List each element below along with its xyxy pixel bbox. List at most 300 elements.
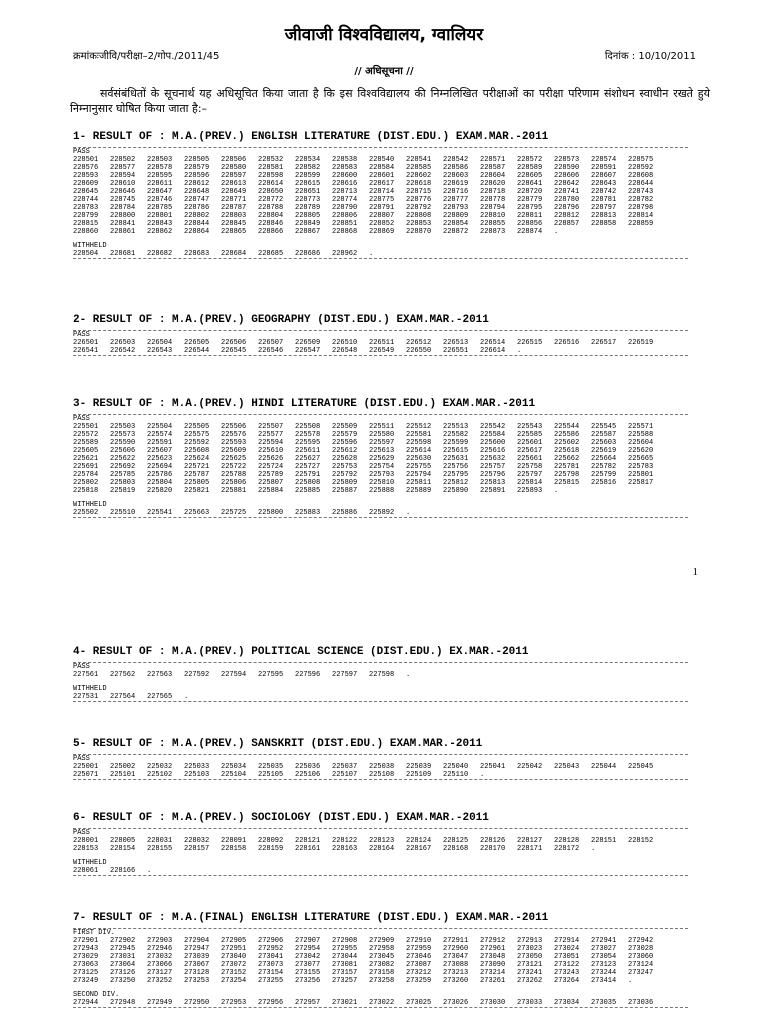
roll-number: 228592 xyxy=(628,164,654,172)
roll-number: 228171 xyxy=(517,845,543,853)
notice-heading: // अधिसूचना // xyxy=(354,66,414,77)
roll-number: 225886 xyxy=(332,509,358,517)
roll-number: 273033 xyxy=(517,999,543,1007)
roll-number: 225758 xyxy=(517,463,543,471)
roll-number: 225883 xyxy=(295,509,321,517)
roll-number: 273040 xyxy=(221,953,247,961)
roll-number: 228781 xyxy=(591,196,617,204)
roll-number: 228865 xyxy=(221,228,247,236)
roll-number-row xyxy=(73,423,688,431)
roll-number: 228782 xyxy=(628,196,654,204)
roll-number: 228584 xyxy=(369,164,395,172)
roll-number: 225630 xyxy=(406,455,432,463)
roll-number: 225107 xyxy=(332,771,358,779)
roll-number: 272961 xyxy=(480,945,506,953)
result-section-3 xyxy=(73,397,688,518)
roll-number: 228591 xyxy=(591,164,617,172)
roll-number: 273022 xyxy=(369,999,395,1007)
intro-text: सर्वसंबंधितों के सूचनार्थ यह अधिसूचित किया जाता है कि इस विश्वविद्यालय की निम्नलिखित परीक्षाओं का परीक्षा परिणाम संशोधन स्वाधीन रखते हुये निम्नानुसार घोषित किया जाता है:– xyxy=(70,87,710,115)
roll-number: 228784 xyxy=(110,204,136,212)
roll-number: 272914 xyxy=(554,937,580,945)
roll-number: 225601 xyxy=(517,439,543,447)
roll-number-row xyxy=(73,180,688,188)
roll-number: 227563 xyxy=(147,671,173,679)
roll-number: 225787 xyxy=(184,471,210,479)
roll-number: 273122 xyxy=(554,961,580,969)
roll-number: 228596 xyxy=(184,172,210,180)
result-category-label: PASS xyxy=(73,415,90,423)
roll-number: 225756 xyxy=(443,463,469,471)
roll-number: 228815 xyxy=(73,220,99,228)
roll-number: 228802 xyxy=(184,212,210,220)
roll-number: 228650 xyxy=(258,188,284,196)
roll-number: 272946 xyxy=(147,945,173,953)
dashed-rule xyxy=(73,258,688,259)
roll-number-row xyxy=(73,693,688,701)
roll-number: 228744 xyxy=(73,196,99,204)
roll-number: 225609 xyxy=(221,447,247,455)
roll-number: . xyxy=(554,487,559,495)
roll-number: 228870 xyxy=(406,228,432,236)
roll-number: 225501 xyxy=(73,423,99,431)
roll-number: 225042 xyxy=(517,763,543,771)
roll-number: 225618 xyxy=(554,447,580,455)
roll-number: 225585 xyxy=(517,431,543,439)
roll-number: 273035 xyxy=(591,999,617,1007)
roll-number: 273257 xyxy=(332,977,358,985)
roll-number: 228616 xyxy=(332,180,358,188)
roll-number: 272901 xyxy=(73,937,99,945)
roll-number: 273252 xyxy=(147,977,173,985)
roll-number: 225595 xyxy=(295,439,321,447)
roll-number: 272956 xyxy=(258,999,284,1007)
result-category-label: WITHHELD xyxy=(73,242,107,250)
roll-number: 228589 xyxy=(517,164,543,172)
roll-number: 228648 xyxy=(184,188,210,196)
roll-number: 227594 xyxy=(221,671,247,679)
roll-number: 273050 xyxy=(517,953,543,961)
roll-number: 228542 xyxy=(443,156,469,164)
roll-number: 273123 xyxy=(591,961,617,969)
roll-number: 273247 xyxy=(628,969,654,977)
roll-number: 225035 xyxy=(258,763,284,771)
roll-number: 228601 xyxy=(369,172,395,180)
roll-number: 273259 xyxy=(406,977,432,985)
roll-number: 228808 xyxy=(406,212,432,220)
result-category-label: FIRST DIV. xyxy=(73,929,116,937)
roll-number: 225619 xyxy=(591,447,617,455)
roll-number: 228541 xyxy=(406,156,432,164)
roll-number: 225589 xyxy=(73,439,99,447)
roll-number: 225587 xyxy=(591,431,617,439)
dashed-rule xyxy=(73,517,688,518)
roll-number: 228031 xyxy=(147,837,173,845)
roll-number: 272947 xyxy=(184,945,210,953)
roll-number: 228790 xyxy=(332,204,358,212)
roll-number: 225573 xyxy=(110,431,136,439)
roll-number: 272902 xyxy=(110,937,136,945)
roll-number: 225627 xyxy=(295,455,321,463)
roll-number: 225814 xyxy=(517,479,543,487)
roll-number: 225816 xyxy=(591,479,617,487)
result-category-label: PASS xyxy=(73,829,90,837)
roll-number: 225038 xyxy=(369,763,395,771)
roll-number: 225885 xyxy=(295,487,321,495)
roll-number: 272955 xyxy=(332,945,358,953)
roll-number: 228538 xyxy=(332,156,358,164)
roll-number: 228780 xyxy=(554,196,580,204)
roll-number: 227565 xyxy=(147,693,173,701)
page-number: 1 xyxy=(692,566,698,578)
roll-number: 226504 xyxy=(147,339,173,347)
roll-number: 228962 xyxy=(332,250,358,258)
dashed-rule xyxy=(73,1007,688,1008)
roll-number-row xyxy=(73,509,688,517)
roll-number: 225045 xyxy=(628,763,654,771)
roll-number: 225571 xyxy=(628,423,654,431)
roll-number: 225513 xyxy=(443,423,469,431)
roll-number: 228806 xyxy=(332,212,358,220)
roll-number: 228582 xyxy=(295,164,321,172)
roll-number: 225580 xyxy=(369,431,395,439)
roll-number: 225613 xyxy=(369,447,395,455)
roll-number: 228810 xyxy=(480,212,506,220)
roll-number: 225572 xyxy=(73,431,99,439)
roll-number: 273023 xyxy=(517,945,543,953)
roll-number: 228579 xyxy=(184,164,210,172)
roll-number: 228534 xyxy=(295,156,321,164)
roll-number: 273064 xyxy=(110,961,136,969)
roll-number: 228610 xyxy=(110,180,136,188)
roll-number: 225782 xyxy=(591,463,617,471)
roll-number: 226546 xyxy=(258,347,284,355)
roll-number-row xyxy=(73,961,688,969)
roll-number: 225108 xyxy=(369,771,395,779)
roll-number: 228854 xyxy=(443,220,469,228)
roll-number: 228607 xyxy=(591,172,617,180)
roll-number: 272954 xyxy=(295,945,321,953)
roll-number: 228811 xyxy=(517,212,543,220)
roll-number: 225110 xyxy=(443,771,469,779)
roll-number: 228862 xyxy=(147,228,173,236)
roll-number: 228161 xyxy=(295,845,321,853)
roll-number-row xyxy=(73,196,688,204)
roll-number: 225502 xyxy=(73,509,99,517)
roll-number: 228803 xyxy=(221,212,247,220)
roll-number: 228574 xyxy=(591,156,617,164)
roll-number: 272950 xyxy=(184,999,210,1007)
roll-number: 273060 xyxy=(628,953,654,961)
roll-number: 228794 xyxy=(480,204,506,212)
roll-number: 273081 xyxy=(332,961,358,969)
roll-number: 272948 xyxy=(110,999,136,1007)
roll-number: 225807 xyxy=(258,479,284,487)
roll-number: 228867 xyxy=(295,228,321,236)
roll-number: 228681 xyxy=(110,250,136,258)
roll-number: 273213 xyxy=(443,969,469,977)
roll-number: 225584 xyxy=(480,431,506,439)
roll-number: 226517 xyxy=(591,339,617,347)
roll-number: . xyxy=(184,693,189,701)
roll-number: 273028 xyxy=(628,945,654,953)
roll-number: 225631 xyxy=(443,455,469,463)
roll-number: 225037 xyxy=(332,763,358,771)
roll-number: 225888 xyxy=(369,487,395,495)
roll-number: 225781 xyxy=(554,463,580,471)
roll-number: 273152 xyxy=(221,969,247,977)
roll-number: 228789 xyxy=(295,204,321,212)
roll-number: 272911 xyxy=(443,937,469,945)
roll-number: 228849 xyxy=(295,220,321,228)
roll-number: 228651 xyxy=(295,188,321,196)
roll-number: 273030 xyxy=(480,999,506,1007)
roll-number: 225887 xyxy=(332,487,358,495)
roll-number: 225818 xyxy=(73,487,99,495)
roll-number: 226542 xyxy=(110,347,136,355)
roll-number: 228595 xyxy=(147,172,173,180)
roll-number: 228608 xyxy=(628,172,654,180)
roll-number: 228649 xyxy=(221,188,247,196)
roll-number: 273255 xyxy=(258,977,284,985)
roll-number: 225821 xyxy=(184,487,210,495)
roll-number: 225624 xyxy=(184,455,210,463)
roll-number: 225541 xyxy=(147,509,173,517)
roll-number: 273041 xyxy=(258,953,284,961)
roll-number: 225104 xyxy=(221,771,247,779)
roll-number: 225606 xyxy=(110,447,136,455)
roll-number: 225033 xyxy=(184,763,210,771)
roll-number: 225578 xyxy=(295,431,321,439)
roll-number: 225593 xyxy=(221,439,247,447)
roll-number: 272907 xyxy=(295,937,321,945)
section-title: 7- RESULT OF : M.A.(FINAL) ENGLISH LITERATURE (DIST.EDU.) EXAM.MAR.-2011 xyxy=(73,912,549,924)
roll-number: 228157 xyxy=(184,845,210,853)
roll-number: 228580 xyxy=(221,164,247,172)
roll-number: 228609 xyxy=(73,180,99,188)
roll-number: 228593 xyxy=(73,172,99,180)
roll-number: 228159 xyxy=(258,845,284,853)
roll-number: 228573 xyxy=(554,156,580,164)
roll-number: 225694 xyxy=(147,463,173,471)
roll-number: 228856 xyxy=(517,220,543,228)
roll-number: 228153 xyxy=(73,845,99,853)
roll-number: 228845 xyxy=(221,220,247,228)
roll-number: 228741 xyxy=(554,188,580,196)
roll-number: 228613 xyxy=(221,180,247,188)
roll-number: 228091 xyxy=(221,837,247,845)
section-title: 5- RESULT OF : M.A.(PREV.) SANSKRIT (DIST.EDU.) EXAM.MAR.-2011 xyxy=(73,738,483,750)
roll-number: 227561 xyxy=(73,671,99,679)
roll-number: 225621 xyxy=(73,455,99,463)
roll-number-row xyxy=(73,156,688,164)
roll-number: 228796 xyxy=(554,204,580,212)
roll-number: 272942 xyxy=(628,937,654,945)
roll-number: 272903 xyxy=(147,937,173,945)
roll-number: 228774 xyxy=(332,196,358,204)
roll-number: 225612 xyxy=(332,447,358,455)
roll-number: 228603 xyxy=(443,172,469,180)
roll-number: 273249 xyxy=(73,977,99,985)
roll-number: 225727 xyxy=(295,463,321,471)
roll-number: 228779 xyxy=(517,196,543,204)
roll-number: 273072 xyxy=(221,961,247,969)
roll-number: 225592 xyxy=(184,439,210,447)
roll-number: 272951 xyxy=(221,945,247,953)
intro-paragraph xyxy=(70,86,710,116)
roll-number: 228775 xyxy=(369,196,395,204)
roll-number: 272958 xyxy=(369,945,395,953)
roll-number: 228612 xyxy=(184,180,210,188)
roll-number-row xyxy=(73,487,688,495)
roll-number: 226511 xyxy=(369,339,395,347)
roll-number: 225802 xyxy=(73,479,99,487)
roll-number: . xyxy=(517,347,522,355)
roll-number: 228791 xyxy=(369,204,395,212)
roll-number: 228685 xyxy=(258,250,284,258)
roll-number: 228617 xyxy=(369,180,395,188)
roll-number: 228590 xyxy=(554,164,580,172)
roll-number: 273154 xyxy=(258,969,284,977)
roll-number: 226516 xyxy=(554,339,580,347)
roll-number: 273256 xyxy=(295,977,321,985)
roll-number: 228742 xyxy=(591,188,617,196)
roll-number: 273253 xyxy=(184,977,210,985)
roll-number: 273067 xyxy=(184,961,210,969)
roll-number: 272908 xyxy=(332,937,358,945)
roll-number-row xyxy=(73,447,688,455)
roll-number: 225588 xyxy=(628,431,654,439)
roll-number: 226510 xyxy=(332,339,358,347)
roll-number: 226501 xyxy=(73,339,99,347)
roll-number: 228092 xyxy=(258,837,284,845)
roll-number: 225106 xyxy=(295,771,321,779)
roll-number: 273047 xyxy=(443,953,469,961)
roll-number: 228602 xyxy=(406,172,432,180)
result-category-label: PASS xyxy=(73,148,90,156)
roll-number: 228032 xyxy=(184,837,210,845)
roll-number: 228795 xyxy=(517,204,543,212)
roll-number: 225576 xyxy=(221,431,247,439)
roll-number: 225603 xyxy=(591,439,617,447)
roll-number-row xyxy=(73,339,688,347)
roll-number: 228851 xyxy=(332,220,358,228)
roll-number: 225622 xyxy=(110,455,136,463)
roll-number: 228575 xyxy=(628,156,654,164)
roll-number: 225602 xyxy=(554,439,580,447)
roll-number: 225503 xyxy=(110,423,136,431)
roll-number: 273125 xyxy=(73,969,99,977)
roll-number: 226549 xyxy=(369,347,395,355)
roll-number: 273250 xyxy=(110,977,136,985)
roll-number: 272945 xyxy=(110,945,136,953)
roll-number-row xyxy=(73,845,688,853)
roll-number: 227598 xyxy=(369,671,395,679)
roll-number: 228540 xyxy=(369,156,395,164)
roll-number: 228800 xyxy=(110,212,136,220)
roll-number: 228168 xyxy=(443,845,469,853)
roll-number: 225625 xyxy=(221,455,247,463)
roll-number: 228577 xyxy=(110,164,136,172)
roll-number: 228600 xyxy=(332,172,358,180)
roll-number: 228001 xyxy=(73,837,99,845)
roll-number: 225797 xyxy=(517,471,543,479)
roll-number-row xyxy=(73,188,688,196)
roll-number: 225819 xyxy=(110,487,136,495)
roll-number-row xyxy=(73,977,688,985)
roll-number: 228846 xyxy=(258,220,284,228)
roll-number: 273127 xyxy=(147,969,173,977)
roll-number: 228614 xyxy=(258,180,284,188)
roll-number: 228170 xyxy=(480,845,506,853)
roll-number: 225632 xyxy=(480,455,506,463)
roll-number: 228797 xyxy=(591,204,617,212)
roll-number: 273021 xyxy=(332,999,358,1007)
roll-number: 273128 xyxy=(184,969,210,977)
roll-number: 225722 xyxy=(221,463,247,471)
roll-number: 228587 xyxy=(480,164,506,172)
roll-number: 225893 xyxy=(517,487,543,495)
roll-number: 225582 xyxy=(443,431,469,439)
roll-number: 228581 xyxy=(258,164,284,172)
roll-number: 226514 xyxy=(480,339,506,347)
result-category-label: PASS xyxy=(73,663,90,671)
roll-number: 225577 xyxy=(258,431,284,439)
roll-number: 225591 xyxy=(147,439,173,447)
roll-number: 225506 xyxy=(221,423,247,431)
roll-number: 273046 xyxy=(406,953,432,961)
roll-number: 273024 xyxy=(554,945,580,953)
result-category-label: WITHHELD xyxy=(73,501,107,509)
result-section-1 xyxy=(73,130,688,259)
roll-number: 272904 xyxy=(184,937,210,945)
roll-number: 228606 xyxy=(554,172,580,180)
roll-number: 228506 xyxy=(221,156,247,164)
roll-number: 228005 xyxy=(110,837,136,845)
roll-number: 225599 xyxy=(443,439,469,447)
roll-number: 273063 xyxy=(73,961,99,969)
roll-number: 225788 xyxy=(221,471,247,479)
section-title: 6- RESULT OF : M.A.(PREV.) SOCIOLOGY (DIST.EDU.) EXAM.MAR.-2011 xyxy=(73,812,489,824)
roll-number: 272905 xyxy=(221,937,247,945)
roll-number: 273032 xyxy=(147,953,173,961)
roll-number: . xyxy=(591,845,596,853)
roll-number: 228718 xyxy=(480,188,506,196)
roll-number: 225103 xyxy=(184,771,210,779)
roll-number: 225664 xyxy=(591,455,617,463)
roll-number-row xyxy=(73,439,688,447)
roll-number: 228597 xyxy=(221,172,247,180)
roll-number: 228599 xyxy=(295,172,321,180)
roll-number: 273027 xyxy=(591,945,617,953)
dashed-rule xyxy=(73,779,688,780)
roll-number: 225891 xyxy=(480,487,506,495)
roll-number: 273158 xyxy=(369,969,395,977)
roll-number: 225586 xyxy=(554,431,580,439)
roll-number: 226550 xyxy=(406,347,432,355)
roll-number: 228861 xyxy=(110,228,136,236)
roll-number: 228864 xyxy=(184,228,210,236)
roll-number: 225800 xyxy=(258,509,284,517)
roll-number: 225039 xyxy=(406,763,432,771)
roll-number: 228572 xyxy=(517,156,543,164)
roll-number: 228598 xyxy=(258,172,284,180)
roll-number: 273243 xyxy=(554,969,580,977)
roll-number: 225507 xyxy=(258,423,284,431)
roll-number: 225043 xyxy=(554,763,580,771)
roll-number-row xyxy=(73,479,688,487)
roll-number: 272949 xyxy=(147,999,173,1007)
roll-number: 225791 xyxy=(295,471,321,479)
